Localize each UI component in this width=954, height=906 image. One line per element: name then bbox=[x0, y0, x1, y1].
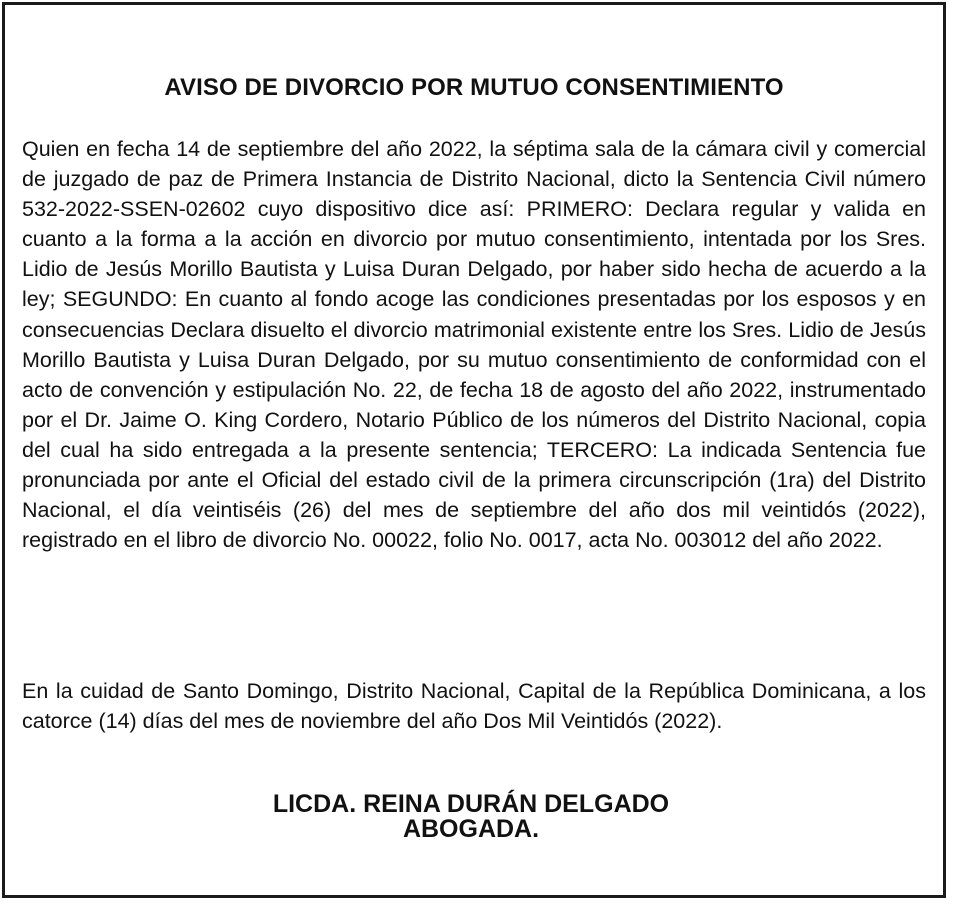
notice-title: AVISO DE DIVORCIO POR MUTUO CONSENTIMIENTO bbox=[164, 74, 784, 101]
notice-closing-paragraph: En la cuidad de Santo Domingo, Distrito Nacional, Capital de la República Dominicana, a los catorce (14) días del mes de noviembre del año Dos Mil Veintidós (2022). bbox=[22, 679, 926, 734]
notice-body-paragraph: Quien en fecha 14 de septiembre del año 2022, la séptima sala de la cámara civil y comercial de juzgado de paz de Primera Instancia de Distrito Nacional, dicto la Sentencia Civil número 532-2022-SSEN-02602 cuyo dispositivo dice así: PRIMERO: Declara regular y valida en cuanto a la forma a la acción en divorcio por mutuo consentimiento, intentada por los Sres. Lidio de Jesús Morillo Bautista y Luisa Duran Delgado, por haber sido hecha de acuerdo a la ley; SEGUNDO: En cuanto al fondo acoge las condiciones presentadas por los esposos y en consecuencias Declara disuelto el divorcio matrimonial existente entre los Sres. Lidio de Jesús Morillo Bautista y Luisa Duran Delgado, por su mutuo consentimiento de conformidad con el acto de convención y estipulación No. 22, de fecha 18 de agosto del año 2022, instrumentado por el Dr. Jaime O. King Cordero, Notario Público de los números del Distrito Nacional, copia del cual ha sido entregada a la presente sentencia; TERCERO: La indicada Sentencia fue pronunciada por ante el Oficial del estado civil de la primera circunscripción (1ra) del Distrito Nacional, el día veintiséis (26) del mes de septiembre del año dos mil veintidós (2022), registrado en el libro de divorcio No. 00022, folio No. 0017, acta No. 003012 del año 2022. bbox=[22, 137, 926, 553]
signature-name: LICDA. REINA DURÁN DELGADO bbox=[272, 790, 670, 818]
divorce-notice bbox=[2, 2, 946, 898]
signature-title: ABOGADA. bbox=[402, 815, 540, 843]
